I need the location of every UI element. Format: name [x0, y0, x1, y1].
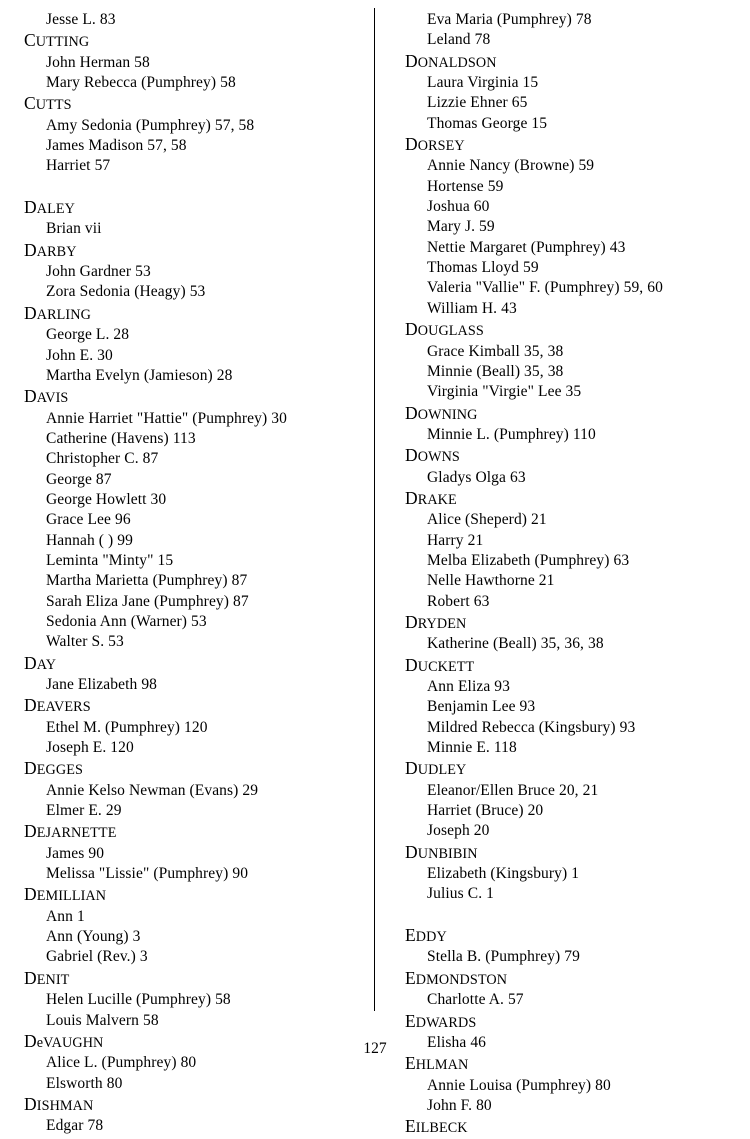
index-entry: Nelle Hawthorne 21	[427, 572, 555, 590]
index-entry: Valeria "Vallie" F. (Pumphrey) 59, 60	[427, 279, 663, 297]
index-entry: Virginia "Virgie" Lee 35	[427, 383, 582, 401]
index-entry: Mary J. 59	[427, 218, 495, 236]
index-entry: Annie Harriet "Hattie" (Pumphrey) 30	[46, 409, 287, 427]
index-entry: Eva Maria (Pumphrey) 78	[427, 11, 592, 28]
index-entry: Hannah ( ) 99	[46, 531, 133, 549]
index-surname-heading: DOWNING	[405, 402, 478, 423]
index-entry: Joseph 20	[427, 822, 490, 840]
index-entry: Catherine (Havens) 113	[46, 429, 196, 447]
index-entry: James Madison 57, 58	[46, 137, 187, 155]
index-entry: Walter S. 53	[46, 633, 124, 651]
index-surname-heading: DRYDEN	[405, 611, 467, 632]
index-entry: Alice (Sheperd) 21	[427, 511, 547, 529]
index-entry: Nettie Margaret (Pumphrey) 43	[427, 238, 626, 256]
index-entry: Mary Rebecca (Pumphrey) 58	[46, 74, 236, 92]
index-entry: Jesse L. 83	[46, 11, 116, 28]
index-entry: Brian vii	[46, 220, 102, 238]
index-entry: Thomas George 15	[427, 114, 548, 132]
index-entry: Amy Sedonia (Pumphrey) 57, 58	[46, 116, 255, 134]
index-surname-heading: DAY	[24, 652, 57, 673]
index-entry: George Howlett 30	[46, 490, 167, 508]
index-entry: Leland 78	[427, 31, 491, 49]
index-surname-heading: DEJARNETTE	[24, 821, 117, 842]
index-entry: Annie Kelso Newman (Evans) 29	[46, 781, 259, 799]
index-entry: Stella B. (Pumphrey) 79	[427, 948, 580, 966]
index-surname-heading: DEGGES	[24, 758, 83, 779]
column-divider-rule	[374, 8, 375, 1011]
index-surname-heading: DORSEY	[405, 134, 465, 155]
index-entry: Annie Nancy (Browne) 59	[427, 157, 595, 175]
index-entry: Edgar 78	[46, 1117, 104, 1135]
index-entry: Minnie (Beall) 35, 38	[427, 362, 564, 380]
index-entry: Ann (Young) 3	[46, 928, 141, 946]
index-surname-heading: DeVAUGHN	[24, 1030, 104, 1051]
index-entry: Sedonia Ann (Warner) 53	[46, 612, 207, 630]
index-surname-heading: CUTTING	[24, 30, 90, 51]
index-entry: Katherine (Beall) 35, 36, 38	[427, 635, 604, 653]
index-entry: Elizabeth (Kingsbury) 1	[427, 865, 580, 883]
index-surname-heading: DARBY	[24, 239, 77, 260]
index-surname-heading: DISHMAN	[24, 1093, 94, 1114]
index-surname-heading: EHLMAN	[405, 1053, 469, 1074]
index-entry: Christopher C. 87	[46, 450, 159, 468]
index-entry: Harry 21	[427, 531, 484, 549]
index-entry: Benjamin Lee 93	[427, 698, 536, 716]
index-entry: Gabriel (Rev.) 3	[46, 948, 148, 966]
index-entry: Leminta "Minty" 15	[46, 551, 174, 569]
index-entry: Lizzie Ehner 65	[427, 94, 528, 112]
index-entry: James 90	[46, 844, 105, 862]
index-entry: Helen Lucille (Pumphrey) 58	[46, 991, 231, 1009]
index-surname-heading: DOUGLASS	[405, 319, 484, 340]
index-surname-heading: DAVIS	[24, 386, 69, 407]
index-entry: Martha Evelyn (Jamieson) 28	[46, 366, 233, 384]
index-entry: Elsworth 80	[46, 1074, 123, 1092]
index-entry: Grace Kimball 35, 38	[427, 342, 564, 360]
index-entry: Sarah Eliza Jane (Pumphrey) 87	[46, 592, 249, 610]
index-entry: Ann Eliza 93	[427, 678, 510, 695]
index-entry: Ann 1	[46, 907, 85, 925]
index-surname-heading: EILBECK	[405, 1116, 468, 1137]
index-surname-heading: DONALDSON	[405, 50, 497, 71]
index-entry: Joseph E. 120	[46, 739, 134, 757]
index-entry: Harriet (Bruce) 20	[427, 802, 544, 820]
index-entry: Julius C. 1	[427, 885, 494, 903]
index-entry: William H. 43	[427, 299, 517, 317]
index-entry: Joshua 60	[427, 198, 490, 216]
entry-spacer	[24, 177, 367, 197]
index-entry: Eleanor/Ellen Bruce 20, 21	[427, 781, 599, 799]
page-number: 127	[363, 1040, 387, 1057]
index-entry: Thomas Lloyd 59	[427, 259, 539, 277]
index-entry: Alice L. (Pumphrey) 80	[46, 1054, 197, 1072]
index-entry: John Gardner 53	[46, 263, 151, 281]
index-surname-heading: DALEY	[24, 197, 75, 218]
index-surname-heading: DEMILLIAN	[24, 884, 107, 905]
index-entry: Zora Sedonia (Heagy) 53	[46, 283, 206, 301]
index-entry: Martha Marietta (Pumphrey) 87	[46, 572, 248, 590]
index-surname-heading: EDDY	[405, 925, 447, 946]
index-entry: John E. 30	[46, 346, 113, 364]
index-entry: Louis Malvern 58	[46, 1011, 159, 1029]
index-entry: Hortense 59	[427, 177, 504, 195]
index-entry: George 87	[46, 470, 112, 488]
index-surname-heading: DUCKETT	[405, 654, 475, 675]
index-entry: Ethel M. (Pumphrey) 120	[46, 718, 208, 736]
index-entry: John F. 80	[427, 1096, 492, 1114]
index-entry: Elmer E. 29	[46, 802, 122, 820]
index-entry: George L. 28	[46, 326, 130, 344]
index-entry: Gladys Olga 63	[427, 468, 526, 486]
index-surname-heading: DUNBIBIN	[405, 841, 478, 862]
index-surname-heading: CUTTS	[24, 93, 72, 114]
index-entry: Jane Elizabeth 98	[46, 676, 158, 693]
index-entry: Mildred Rebecca (Kingsbury) 93	[427, 718, 636, 736]
index-entry: Melba Elizabeth (Pumphrey) 63	[427, 551, 630, 569]
index-surname-heading: DARLING	[24, 302, 91, 323]
index-entry: John Herman 58	[46, 53, 150, 71]
index-surname-heading: DEAVERS	[24, 695, 91, 716]
index-surname-heading: DRAKE	[405, 487, 457, 508]
index-entry: Grace Lee 96	[46, 511, 131, 529]
entry-spacer	[405, 905, 742, 925]
index-surname-heading: DENIT	[24, 967, 70, 988]
index-surname-heading: DUDLEY	[405, 758, 467, 779]
index-entry: Robert 63	[427, 592, 490, 610]
index-entry: Charlotte A. 57	[427, 991, 524, 1009]
index-entry: Minnie L. (Pumphrey) 110	[427, 425, 596, 443]
index-entry: Melissa "Lissie" (Pumphrey) 90	[46, 865, 249, 883]
index-entry: Laura Virginia 15	[427, 74, 539, 92]
index-surname-heading: EDMONDSTON	[405, 967, 508, 988]
index-entry: Elisha 46	[427, 1033, 487, 1051]
index-entry: Annie Louisa (Pumphrey) 80	[427, 1076, 611, 1094]
index-surname-heading: DOWNS	[405, 445, 460, 466]
index-entry: Harriet 57	[46, 157, 111, 175]
index-entry: Minnie E. 118	[427, 739, 517, 757]
index-surname-heading: EDWARDS	[405, 1010, 477, 1031]
